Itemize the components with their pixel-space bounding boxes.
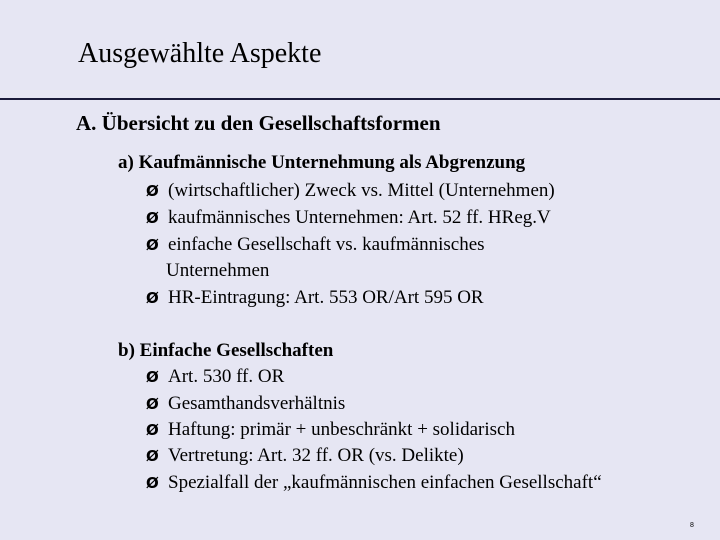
list-item-text: Art. 530 ff. OR — [168, 366, 285, 387]
slide-title: Ausgewählte Aspekte — [78, 38, 322, 69]
list-item — [146, 443, 464, 469]
arrow-bullet-icon: Ø — [146, 289, 159, 307]
subsection-a-title: a) Kaufmännische Unternehmung als Abgrenzung — [118, 152, 526, 173]
section-heading: A. Übersicht zu den Gesellschaftsformen — [76, 111, 441, 135]
subsection-b-title: b) Einfache Gesellschaften — [118, 340, 334, 361]
list-item — [146, 391, 345, 417]
list-item-text: (wirtschaftlicher) Zweck vs. Mittel (Unternehmen) — [168, 180, 555, 201]
arrow-bullet-icon: Ø — [146, 421, 159, 439]
list-item — [146, 470, 602, 496]
arrow-bullet-icon: Ø — [146, 474, 159, 492]
list-item — [146, 205, 551, 231]
arrow-bullet-icon: Ø — [146, 209, 159, 227]
title-divider — [0, 98, 720, 100]
list-item — [146, 417, 515, 443]
list-item-text: Gesamthandsverhältnis — [168, 393, 346, 414]
list-item-text: HR-Eintragung: Art. 553 OR/Art 595 OR — [168, 287, 484, 308]
arrow-bullet-icon: Ø — [146, 447, 159, 465]
arrow-bullet-icon: Ø — [146, 395, 159, 413]
arrow-bullet-icon: Ø — [146, 368, 159, 386]
arrow-bullet-icon: Ø — [146, 182, 159, 200]
list-item-text: kaufmännisches Unternehmen: Art. 52 ff. HReg.V — [168, 207, 551, 228]
list-item-continuation: Unternehmen — [166, 260, 270, 281]
list-item-text: einfache Gesellschaft vs. kaufmännisches — [168, 234, 485, 255]
list-item-text: Haftung: primär + unbeschränkt + solidarisch — [168, 419, 515, 440]
list-item-text: Spezialfall der „kaufmännischen einfachen Gesellschaft“ — [168, 472, 602, 493]
page-number: 8 — [690, 522, 694, 529]
list-item-text: Vertretung: Art. 32 ff. OR (vs. Delikte) — [168, 445, 464, 466]
arrow-bullet-icon: Ø — [146, 236, 159, 254]
list-item — [146, 178, 555, 204]
list-item — [146, 285, 484, 311]
list-item — [146, 232, 485, 258]
list-item — [146, 364, 284, 390]
